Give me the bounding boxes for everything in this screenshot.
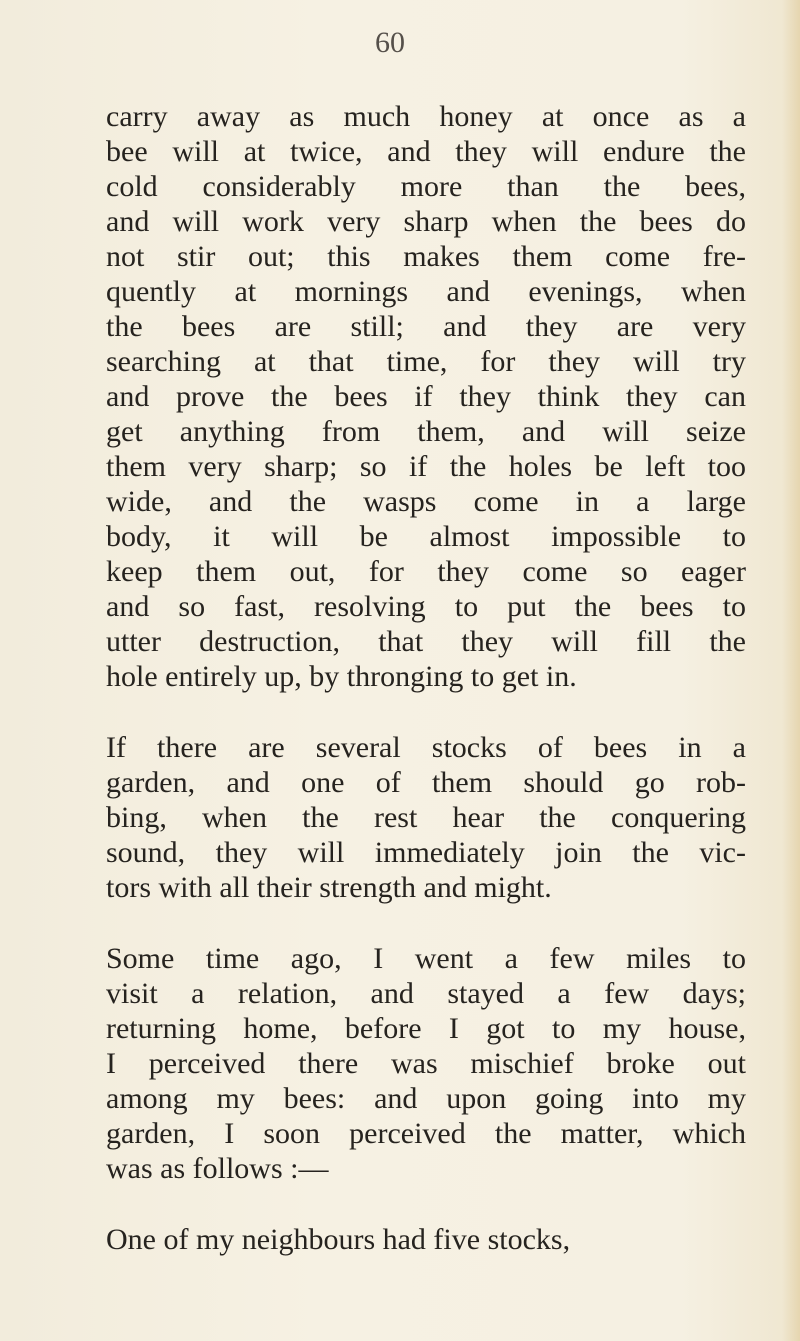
text-line: garden, I soon perceived the matter, which: [106, 1117, 746, 1150]
text-line: and so fast, resolving to put the bees to: [106, 590, 746, 623]
text-line: carry away as much honey at once as a: [106, 100, 746, 133]
text-line: and prove the bees if they think they can: [106, 380, 746, 413]
text-line: wide, and the wasps come in a large: [106, 485, 746, 518]
text-line: body, it will be almost impossible to: [106, 520, 746, 553]
paragraph-2: [106, 730, 746, 905]
text-line: One of my neighbours had five stocks,: [106, 1223, 571, 1256]
text-line: returning home, before I got to my house,: [106, 1012, 746, 1045]
paragraph-1: [106, 99, 746, 694]
text-line: among my bees: and upon going into my: [106, 1082, 746, 1115]
text-line: the bees are still; and they are very: [106, 310, 746, 343]
text-line: utter destruction, that they will fill the: [106, 625, 746, 658]
page-edge-shading: [782, 0, 800, 1341]
paragraph-gap: [106, 905, 746, 941]
text-line: garden, and one of them should go rob-: [106, 766, 746, 799]
text-line: tors with all their strength and might.: [106, 871, 552, 904]
paragraph-gap: [106, 694, 746, 730]
text-line: quently at mornings and evenings, when: [106, 275, 746, 308]
text-line: cold considerably more than the bees,: [106, 170, 746, 203]
text-line: hole entirely up, by thronging to get in.: [106, 660, 577, 693]
text-line: and will work very sharp when the bees do: [106, 205, 746, 238]
text-line: keep them out, for they come so eager: [106, 555, 746, 588]
paragraph-3: [106, 941, 746, 1186]
text-line: visit a relation, and stayed a few days;: [106, 977, 746, 1010]
text-line: was as follows :—: [106, 1152, 329, 1185]
page-number: 60: [375, 26, 405, 59]
text-line: bing, when the rest hear the conquering: [106, 801, 746, 834]
text-line: get anything from them, and will seize: [106, 415, 746, 448]
text-line: I perceived there was mischief broke out: [106, 1047, 746, 1080]
text-line: bee will at twice, and they will endure the: [106, 135, 746, 168]
text-line: not stir out; this makes them come fre-: [106, 240, 746, 273]
text-line: Some time ago, I went a few miles to: [106, 942, 746, 975]
text-line: If there are several stocks of bees in a: [106, 731, 746, 764]
body-text: [106, 99, 746, 1257]
paragraph-4: [106, 1222, 746, 1257]
paragraph-gap: [106, 1186, 746, 1222]
text-line: them very sharp; so if the holes be left too: [106, 450, 746, 483]
text-line: searching at that time, for they will try: [106, 345, 746, 378]
text-line: sound, they will immediately join the vic-: [106, 836, 746, 869]
